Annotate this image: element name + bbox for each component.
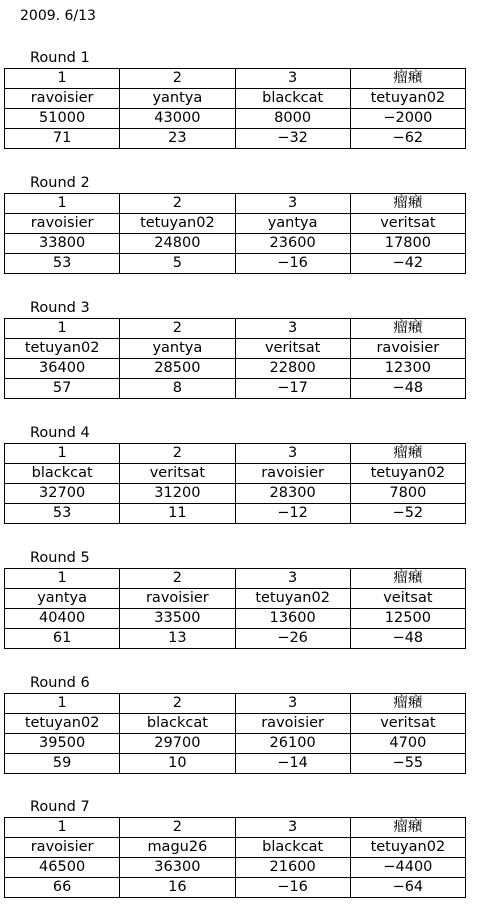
table-cell: 12300 bbox=[350, 359, 465, 379]
points-row bbox=[5, 629, 466, 649]
date-label: 2009. 6/13 bbox=[20, 8, 96, 24]
table-cell: 3 bbox=[235, 444, 350, 464]
round-results-table bbox=[4, 193, 466, 274]
table-cell: −62 bbox=[350, 129, 465, 149]
table-cell: 3 bbox=[235, 194, 350, 214]
round-results-table bbox=[4, 68, 466, 149]
table-cell: −42 bbox=[350, 254, 465, 274]
table-cell: 1 bbox=[5, 444, 120, 464]
points-row bbox=[5, 504, 466, 524]
table-cell: 1 bbox=[5, 69, 120, 89]
round-results-table bbox=[4, 693, 466, 774]
round-block bbox=[4, 550, 466, 649]
table-cell: 23 bbox=[120, 129, 235, 149]
round-title: Round 2 bbox=[30, 175, 90, 191]
table-cell: 66 bbox=[5, 878, 120, 898]
table-cell: −48 bbox=[350, 379, 465, 399]
table-cell: tetuyan02 bbox=[350, 838, 465, 858]
score-row bbox=[5, 734, 466, 754]
round-results-table bbox=[4, 568, 466, 649]
table-cell: −32 bbox=[235, 129, 350, 149]
round-block bbox=[4, 175, 466, 274]
table-cell: 21600 bbox=[235, 858, 350, 878]
points-row bbox=[5, 129, 466, 149]
table-cell: 1 bbox=[5, 569, 120, 589]
table-cell: 53 bbox=[5, 504, 120, 524]
table-cell: ravoisier bbox=[235, 464, 350, 484]
table-cell: ravoisier bbox=[5, 89, 120, 109]
table-cell: 13600 bbox=[235, 609, 350, 629]
table-cell: tetuyan02 bbox=[350, 464, 465, 484]
rank-row bbox=[5, 694, 466, 714]
table-cell: veritsat bbox=[350, 714, 465, 734]
table-cell: 3 bbox=[235, 694, 350, 714]
score-row bbox=[5, 234, 466, 254]
table-cell: veritsat bbox=[235, 339, 350, 359]
player-row bbox=[5, 89, 466, 109]
score-row bbox=[5, 109, 466, 129]
table-cell: −14 bbox=[235, 754, 350, 774]
round-title: Round 4 bbox=[30, 425, 90, 441]
table-cell: 43000 bbox=[120, 109, 235, 129]
table-cell: 36300 bbox=[120, 858, 235, 878]
round-block bbox=[4, 675, 466, 774]
table-cell: 2 bbox=[120, 569, 235, 589]
round-block bbox=[4, 425, 466, 524]
table-cell: −16 bbox=[235, 254, 350, 274]
table-cell: 40400 bbox=[5, 609, 120, 629]
table-cell: 2 bbox=[120, 444, 235, 464]
table-cell: yantya bbox=[235, 214, 350, 234]
table-cell: 3 bbox=[235, 319, 350, 339]
round-block bbox=[4, 300, 466, 399]
table-cell: 51000 bbox=[5, 109, 120, 129]
round-results-table bbox=[4, 318, 466, 399]
table-cell: −48 bbox=[350, 629, 465, 649]
table-cell: 28300 bbox=[235, 484, 350, 504]
table-cell: 46500 bbox=[5, 858, 120, 878]
table-cell: 23600 bbox=[235, 234, 350, 254]
round-block bbox=[4, 50, 466, 149]
table-cell: 瘤癪 bbox=[350, 694, 465, 714]
table-cell: blackcat bbox=[120, 714, 235, 734]
table-cell: ravoisier bbox=[120, 589, 235, 609]
table-cell: −16 bbox=[235, 878, 350, 898]
round-title: Round 5 bbox=[30, 550, 90, 566]
table-cell: 1 bbox=[5, 818, 120, 838]
table-cell: 32700 bbox=[5, 484, 120, 504]
player-row bbox=[5, 838, 466, 858]
table-cell: 36400 bbox=[5, 359, 120, 379]
table-cell: yantya bbox=[120, 339, 235, 359]
table-cell: 2 bbox=[120, 694, 235, 714]
rank-row bbox=[5, 194, 466, 214]
table-cell: −55 bbox=[350, 754, 465, 774]
table-cell: 1 bbox=[5, 694, 120, 714]
table-cell: 33800 bbox=[5, 234, 120, 254]
table-cell: yantya bbox=[120, 89, 235, 109]
table-cell: ravoisier bbox=[350, 339, 465, 359]
table-cell: blackcat bbox=[5, 464, 120, 484]
table-cell: −26 bbox=[235, 629, 350, 649]
table-cell: 2 bbox=[120, 69, 235, 89]
round-title: Round 3 bbox=[30, 300, 90, 316]
table-cell: 1 bbox=[5, 194, 120, 214]
table-cell: 16 bbox=[120, 878, 235, 898]
table-cell: 17800 bbox=[350, 234, 465, 254]
table-cell: 3 bbox=[235, 69, 350, 89]
score-row bbox=[5, 359, 466, 379]
table-cell: blackcat bbox=[235, 89, 350, 109]
table-cell: blackcat bbox=[235, 838, 350, 858]
table-cell: −64 bbox=[350, 878, 465, 898]
table-cell: 瘤癪 bbox=[350, 194, 465, 214]
table-cell: ravoisier bbox=[235, 714, 350, 734]
table-cell: 29700 bbox=[120, 734, 235, 754]
points-row bbox=[5, 754, 466, 774]
table-cell: 31200 bbox=[120, 484, 235, 504]
table-cell: 59 bbox=[5, 754, 120, 774]
table-cell: 39500 bbox=[5, 734, 120, 754]
table-cell: ravoisier bbox=[5, 838, 120, 858]
table-cell: veritsat bbox=[120, 464, 235, 484]
score-row bbox=[5, 858, 466, 878]
table-cell: 4700 bbox=[350, 734, 465, 754]
table-cell: −4400 bbox=[350, 858, 465, 878]
table-cell: 3 bbox=[235, 818, 350, 838]
table-cell: 8 bbox=[120, 379, 235, 399]
table-cell: magu26 bbox=[120, 838, 235, 858]
points-row bbox=[5, 254, 466, 274]
player-row bbox=[5, 589, 466, 609]
table-cell: 24800 bbox=[120, 234, 235, 254]
table-cell: 26100 bbox=[235, 734, 350, 754]
table-cell: 10 bbox=[120, 754, 235, 774]
table-cell: 13 bbox=[120, 629, 235, 649]
points-row bbox=[5, 878, 466, 898]
rank-row bbox=[5, 319, 466, 339]
player-row bbox=[5, 339, 466, 359]
table-cell: ravoisier bbox=[5, 214, 120, 234]
table-cell: 22800 bbox=[235, 359, 350, 379]
score-row bbox=[5, 484, 466, 504]
table-cell: tetuyan02 bbox=[5, 714, 120, 734]
table-cell: 11 bbox=[120, 504, 235, 524]
rank-row bbox=[5, 818, 466, 838]
table-cell: 瘤癪 bbox=[350, 569, 465, 589]
table-cell: 2 bbox=[120, 194, 235, 214]
rank-row bbox=[5, 69, 466, 89]
table-cell: 12500 bbox=[350, 609, 465, 629]
points-row bbox=[5, 379, 466, 399]
player-row bbox=[5, 214, 466, 234]
table-cell: 8000 bbox=[235, 109, 350, 129]
table-cell: 瘤癪 bbox=[350, 69, 465, 89]
table-cell: 28500 bbox=[120, 359, 235, 379]
table-cell: tetuyan02 bbox=[120, 214, 235, 234]
table-cell: 7800 bbox=[350, 484, 465, 504]
round-title: Round 7 bbox=[30, 799, 90, 815]
rank-row bbox=[5, 569, 466, 589]
table-cell: veitsat bbox=[350, 589, 465, 609]
rank-row bbox=[5, 444, 466, 464]
round-results-table bbox=[4, 817, 466, 898]
round-results-table bbox=[4, 443, 466, 524]
table-cell: veritsat bbox=[350, 214, 465, 234]
table-cell: 53 bbox=[5, 254, 120, 274]
table-cell: 2 bbox=[120, 818, 235, 838]
player-row bbox=[5, 464, 466, 484]
score-row bbox=[5, 609, 466, 629]
player-row bbox=[5, 714, 466, 734]
table-cell: yantya bbox=[5, 589, 120, 609]
table-cell: 瘤癪 bbox=[350, 818, 465, 838]
table-cell: 61 bbox=[5, 629, 120, 649]
table-cell: 2 bbox=[120, 319, 235, 339]
table-cell: −12 bbox=[235, 504, 350, 524]
round-block bbox=[4, 799, 466, 898]
round-title: Round 1 bbox=[30, 50, 90, 66]
table-cell: tetuyan02 bbox=[235, 589, 350, 609]
table-cell: tetuyan02 bbox=[350, 89, 465, 109]
table-cell: 33500 bbox=[120, 609, 235, 629]
table-cell: 57 bbox=[5, 379, 120, 399]
table-cell: −52 bbox=[350, 504, 465, 524]
table-cell: tetuyan02 bbox=[5, 339, 120, 359]
table-cell: 瘤癪 bbox=[350, 319, 465, 339]
table-cell: 3 bbox=[235, 569, 350, 589]
table-cell: −17 bbox=[235, 379, 350, 399]
round-title: Round 6 bbox=[30, 675, 90, 691]
table-cell: 71 bbox=[5, 129, 120, 149]
table-cell: 5 bbox=[120, 254, 235, 274]
table-cell: 1 bbox=[5, 319, 120, 339]
table-cell: 瘤癪 bbox=[350, 444, 465, 464]
table-cell: −2000 bbox=[350, 109, 465, 129]
